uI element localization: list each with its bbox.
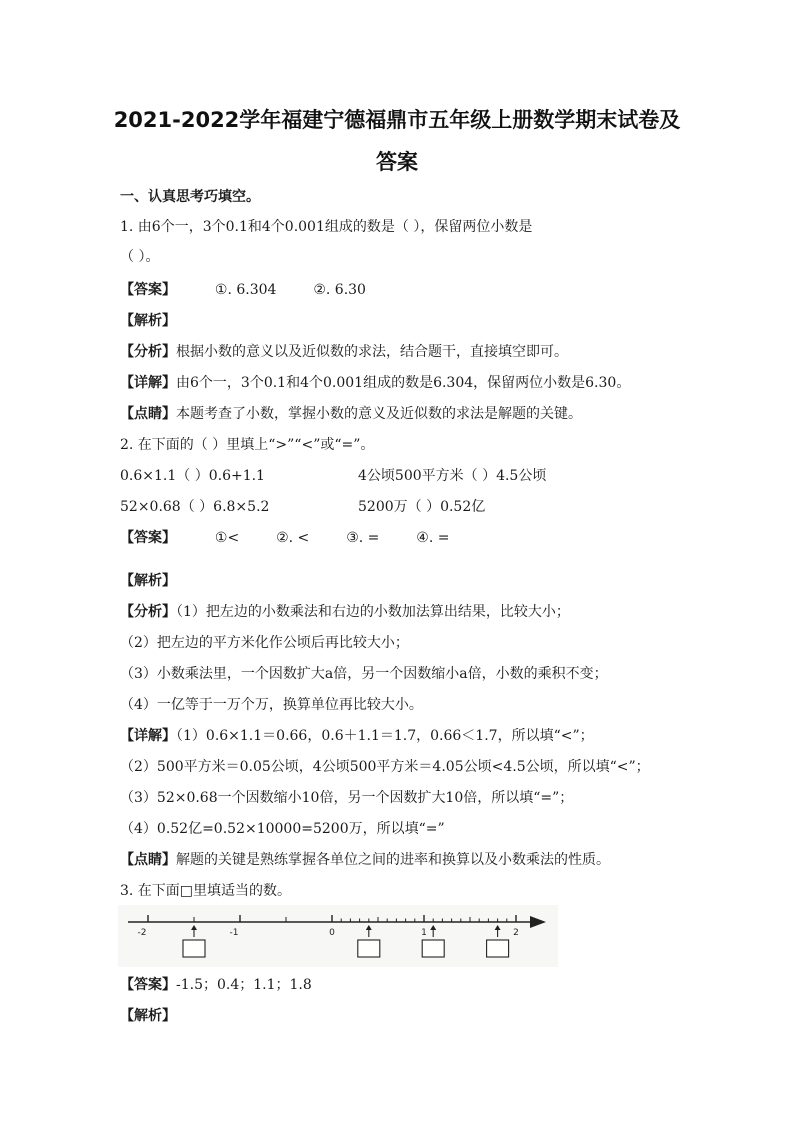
q1-text: 1. 由6个一，3个0.1和4个0.001组成的数是（ ），保留两位小数是 bbox=[120, 219, 533, 235]
q1-answer bbox=[120, 280, 366, 300]
q2-xiangjie-2: （2）500平方米＝0.05公顷，4公顷500平方米＝4.05公顷<4.5公顷，所以填“<”； bbox=[120, 759, 650, 775]
xiangjie-text: 由6个一，3个0.1和4个0.001组成的数是6.304，保留两位小数是6.30。 bbox=[176, 375, 631, 391]
q3-answer bbox=[120, 975, 312, 995]
q2-fenxi-3: （3）小数乘法里，一个因数扩大a倍，另一个因数缩小a倍，小数的乘积不变； bbox=[120, 666, 608, 682]
q1-dianjing bbox=[120, 404, 582, 424]
q3-text: 3. 在下面□里填适当的数。 bbox=[120, 883, 292, 899]
tick-label: 2 bbox=[513, 928, 519, 938]
q1-text-cont: （ ）。 bbox=[120, 249, 160, 265]
q2-item3: 52×0.68（ ）6.8×5.2 bbox=[120, 499, 270, 515]
q2-xiangjie bbox=[120, 726, 594, 746]
dianjing-tag: 【点睛】 bbox=[120, 852, 176, 868]
q2-xiangjie-3: （3）52×0.68一个因数缩小10倍，另一个因数扩大10倍，所以填“=”； bbox=[120, 790, 574, 806]
dianjing-text: 解题的关键是熟练掌握各单位之间的进率和换算以及小数乘法的性质。 bbox=[176, 852, 610, 868]
answer-box bbox=[358, 940, 380, 957]
tick-label: 1 bbox=[421, 928, 427, 938]
q2-xiangjie-4: （4）0.52亿=0.52×10000=5200万，所以填“=” bbox=[120, 821, 445, 837]
fenxi-text: 根据小数的意义以及近似数的求法，结合题干，直接填空即可。 bbox=[176, 344, 568, 360]
q2-item1: 0.6×1.1（ ）0.6+1.1 bbox=[120, 468, 265, 484]
dianjing-text: 本题考查了小数，掌握小数的意义及近似数的求法是解题的关键。 bbox=[176, 406, 582, 422]
jiexi-tag: 【解析】 bbox=[120, 573, 176, 589]
answer-tag: 【答案】 bbox=[120, 282, 176, 298]
answer-tag: 【答案】 bbox=[120, 530, 176, 546]
answer-box bbox=[183, 940, 205, 957]
q2-row2 bbox=[120, 497, 485, 517]
answer-2: ②. < bbox=[276, 530, 310, 546]
doc-title-line1: 2021-2022学年福建宁德福鼎市五年级上册数学期末试卷及 bbox=[113, 108, 681, 132]
jiexi-tag: 【解析】 bbox=[120, 313, 176, 329]
q2-text: 2. 在下面的（ ）里填上“>”“<”或“=”。 bbox=[120, 437, 375, 453]
fenxi-tag: 【分析】 bbox=[120, 344, 176, 360]
answer-3: ③. = bbox=[346, 530, 380, 546]
answer-1: ①< bbox=[214, 530, 240, 546]
fenxi-tag: 【分析】 bbox=[120, 604, 176, 620]
answer-tag: 【答案】 bbox=[120, 977, 176, 993]
doc-title-line2: 答案 bbox=[376, 150, 418, 174]
answer-4: ④. = bbox=[416, 530, 450, 546]
xiangjie-text: （1）0.6×1.1＝0.66，0.6＋1.1＝1.7，0.66＜1.7，所以填“<”； bbox=[176, 728, 594, 744]
q2-dianjing bbox=[120, 850, 610, 870]
tick-label: 0 bbox=[329, 928, 335, 938]
answer-2: ②. 6.30 bbox=[313, 282, 366, 298]
jiexi-tag: 【解析】 bbox=[120, 1008, 176, 1024]
number-line-figure bbox=[118, 905, 558, 967]
q2-fenxi bbox=[120, 602, 570, 622]
xiangjie-tag: 【详解】 bbox=[120, 375, 176, 391]
xiangjie-tag: 【详解】 bbox=[120, 728, 176, 744]
q2-row1 bbox=[120, 466, 546, 486]
answer-1: ①. 6.304 bbox=[214, 282, 277, 298]
answer-box bbox=[487, 940, 509, 957]
q2-fenxi-4: （4）一亿等于一万个万，换算单位再比较大小。 bbox=[120, 697, 423, 713]
q2-item2: 4公顷500平方米（ ）4.5公顷 bbox=[358, 468, 547, 484]
tick-label: -2 bbox=[137, 928, 147, 938]
q1-fenxi bbox=[120, 342, 568, 362]
q2-answer bbox=[120, 528, 449, 548]
dianjing-tag: 【点睛】 bbox=[120, 406, 176, 422]
fenxi-text: （1）把左边的小数乘法和右边的小数加法算出结果，比较大小； bbox=[176, 604, 570, 620]
q1-xiangjie bbox=[120, 373, 630, 393]
q2-item4: 5200万（ ）0.52亿 bbox=[358, 499, 486, 515]
answer-text: -1.5；0.4；1.1；1.8 bbox=[176, 977, 312, 993]
tick-label: -1 bbox=[229, 928, 239, 938]
answer-box bbox=[422, 940, 444, 957]
section-heading: 一、认真思考巧填空。 bbox=[120, 189, 260, 205]
q2-fenxi-2: （2）把左边的平方米化作公顷后再比较大小； bbox=[120, 635, 409, 651]
